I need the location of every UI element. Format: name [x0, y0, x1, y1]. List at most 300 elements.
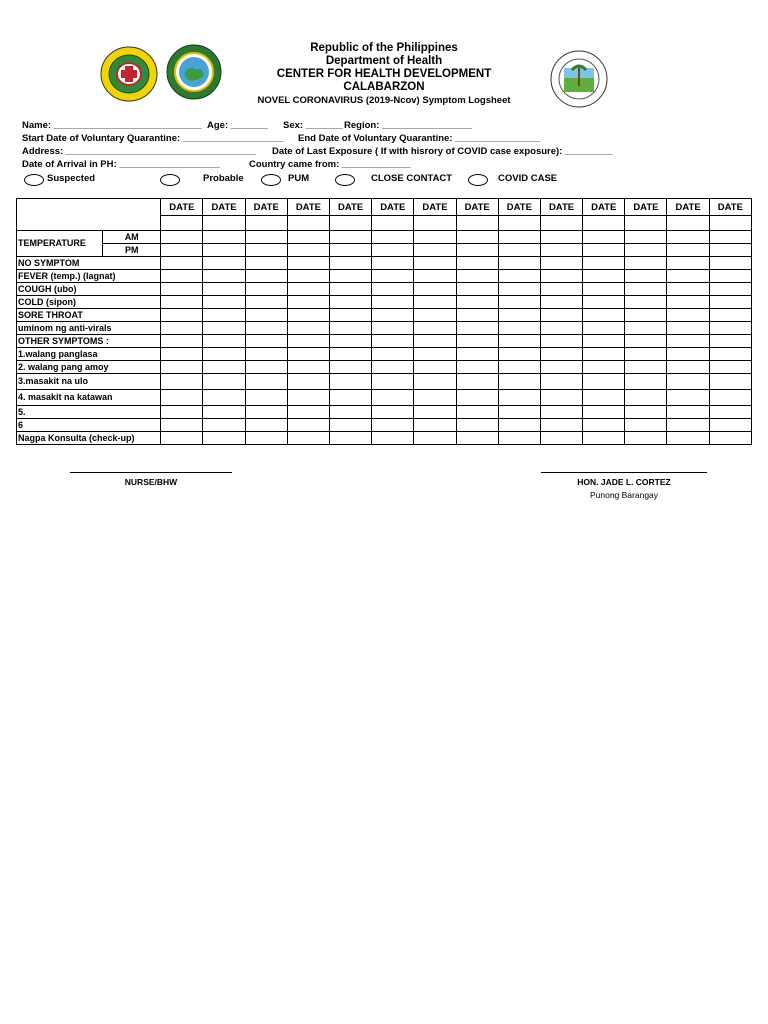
header-republic: Republic of the Philippines	[310, 42, 458, 54]
log-cell[interactable]	[161, 361, 203, 374]
log-cell[interactable]	[372, 270, 414, 283]
log-cell[interactable]	[372, 390, 414, 406]
log-cell[interactable]	[540, 406, 582, 419]
log-cell[interactable]	[287, 322, 329, 335]
log-cell[interactable]	[709, 283, 751, 296]
log-cell[interactable]	[203, 309, 245, 322]
log-cell[interactable]	[498, 406, 540, 419]
log-cell[interactable]	[667, 335, 709, 348]
log-cell[interactable]	[372, 296, 414, 309]
log-cell[interactable]	[287, 390, 329, 406]
probable-label: Probable	[203, 173, 244, 184]
log-cell[interactable]	[203, 283, 245, 296]
log-cell[interactable]	[287, 296, 329, 309]
log-cell[interactable]	[414, 390, 456, 406]
symptom-row-label: Nagpa Konsulta (check-up)	[17, 432, 161, 445]
log-cell[interactable]	[625, 309, 667, 322]
log-cell[interactable]	[583, 361, 625, 374]
log-cell[interactable]	[583, 231, 625, 244]
log-cell[interactable]	[414, 231, 456, 244]
log-cell[interactable]	[372, 322, 414, 335]
log-cell[interactable]	[583, 309, 625, 322]
log-cell[interactable]	[583, 406, 625, 419]
symptom-row-label: OTHER SYMPTOMS :	[17, 335, 161, 348]
log-cell[interactable]	[287, 348, 329, 361]
date-entry-cell[interactable]	[414, 216, 456, 231]
log-cell[interactable]	[161, 419, 203, 432]
log-cell[interactable]	[625, 374, 667, 390]
log-cell[interactable]	[372, 244, 414, 257]
log-cell[interactable]	[414, 296, 456, 309]
covid-case-checkbox[interactable]	[468, 174, 488, 186]
log-cell[interactable]	[667, 406, 709, 419]
log-cell[interactable]	[625, 361, 667, 374]
log-cell[interactable]	[203, 322, 245, 335]
log-cell[interactable]	[625, 244, 667, 257]
log-cell[interactable]	[709, 361, 751, 374]
table-row	[17, 374, 752, 390]
log-cell[interactable]	[203, 270, 245, 283]
table-row	[17, 257, 752, 270]
table-corner-cell	[17, 199, 161, 231]
barangay-captain-title: Punong Barangay	[589, 490, 659, 500]
log-cell[interactable]	[161, 390, 203, 406]
log-cell[interactable]	[329, 419, 371, 432]
log-cell[interactable]	[245, 335, 287, 348]
date-entry-cell[interactable]	[456, 216, 498, 231]
table-row	[17, 348, 752, 361]
log-cell[interactable]	[667, 390, 709, 406]
log-cell[interactable]	[245, 283, 287, 296]
log-cell[interactable]	[625, 270, 667, 283]
log-cell[interactable]	[414, 309, 456, 322]
start-date-field[interactable]: Start Date of Voluntary Quarantine: ___________________	[22, 133, 284, 144]
log-cell[interactable]	[709, 390, 751, 406]
log-cell[interactable]	[414, 335, 456, 348]
log-cell[interactable]	[161, 244, 203, 257]
covid-case-label: COVID CASE	[498, 173, 558, 184]
age-field[interactable]: Age: _______	[207, 120, 268, 131]
log-cell[interactable]	[161, 432, 203, 445]
log-cell[interactable]	[667, 231, 709, 244]
log-cell[interactable]	[329, 390, 371, 406]
log-cell[interactable]	[414, 244, 456, 257]
date-header-cell: DATE	[414, 199, 456, 216]
log-cell[interactable]	[667, 309, 709, 322]
nurse-role-label: NURSE/BHW	[124, 477, 178, 487]
log-cell[interactable]	[540, 296, 582, 309]
log-cell[interactable]	[456, 335, 498, 348]
log-cell[interactable]	[287, 257, 329, 270]
log-cell[interactable]	[709, 335, 751, 348]
log-cell[interactable]	[667, 270, 709, 283]
symptom-log-table	[16, 198, 752, 445]
log-cell[interactable]	[372, 361, 414, 374]
log-cell[interactable]	[540, 309, 582, 322]
last-exposure-field[interactable]: Date of Last Exposure ( If with hisrory of COVID case exposure): _________	[272, 146, 613, 157]
log-cell[interactable]	[498, 374, 540, 390]
table-row	[17, 309, 752, 322]
log-cell[interactable]	[709, 374, 751, 390]
log-cell[interactable]	[287, 374, 329, 390]
table-row	[17, 335, 752, 348]
log-cell[interactable]	[583, 390, 625, 406]
log-cell[interactable]	[498, 322, 540, 335]
log-cell[interactable]	[456, 406, 498, 419]
date-entry-cell[interactable]	[329, 216, 371, 231]
log-cell[interactable]	[456, 244, 498, 257]
log-cell[interactable]	[667, 244, 709, 257]
log-cell[interactable]	[498, 231, 540, 244]
log-cell[interactable]	[372, 419, 414, 432]
log-cell[interactable]	[245, 390, 287, 406]
log-cell[interactable]	[498, 270, 540, 283]
log-cell[interactable]	[667, 432, 709, 445]
date-header-cell: DATE	[667, 199, 709, 216]
log-cell[interactable]	[203, 406, 245, 419]
log-cell[interactable]	[161, 348, 203, 361]
log-cell[interactable]	[414, 432, 456, 445]
barangay-captain-name: HON. JADE L. CORTEZ	[577, 477, 671, 487]
log-cell[interactable]	[667, 322, 709, 335]
log-cell[interactable]	[287, 231, 329, 244]
symptom-row-label: FEVER (temp.) (lagnat)	[17, 270, 161, 283]
log-cell[interactable]	[709, 322, 751, 335]
symptom-row-label: 6	[17, 419, 161, 432]
log-cell[interactable]	[203, 335, 245, 348]
log-cell[interactable]	[287, 361, 329, 374]
log-cell[interactable]	[456, 231, 498, 244]
log-cell[interactable]	[245, 361, 287, 374]
log-cell[interactable]	[583, 374, 625, 390]
country-field[interactable]: Country came from: _____________	[249, 159, 411, 170]
log-cell[interactable]	[161, 374, 203, 390]
table-row	[17, 419, 752, 432]
log-cell[interactable]	[456, 322, 498, 335]
header-center: CENTER FOR HEALTH DEVELOPMENT	[276, 68, 492, 80]
log-cell[interactable]	[540, 283, 582, 296]
log-cell[interactable]	[456, 283, 498, 296]
log-cell[interactable]	[329, 335, 371, 348]
log-cell[interactable]	[709, 419, 751, 432]
log-cell[interactable]	[709, 296, 751, 309]
arrival-date-field[interactable]: Date of Arrival in PH: ___________________	[22, 159, 220, 170]
log-cell[interactable]	[161, 309, 203, 322]
log-cell[interactable]	[287, 283, 329, 296]
log-cell[interactable]	[540, 361, 582, 374]
log-cell[interactable]	[709, 270, 751, 283]
log-cell[interactable]	[667, 374, 709, 390]
log-cell[interactable]	[583, 419, 625, 432]
log-cell[interactable]	[245, 348, 287, 361]
log-cell[interactable]	[625, 348, 667, 361]
log-cell[interactable]	[203, 244, 245, 257]
log-cell[interactable]	[540, 374, 582, 390]
log-cell[interactable]	[245, 231, 287, 244]
date-entry-cell[interactable]	[498, 216, 540, 231]
log-cell[interactable]	[540, 432, 582, 445]
table-row	[17, 322, 752, 335]
address-field[interactable]: Address: ____________________________________	[22, 146, 257, 157]
log-cell[interactable]	[372, 374, 414, 390]
temperature-pm-row	[17, 244, 752, 257]
log-cell[interactable]	[414, 361, 456, 374]
symptom-row-label: 5.	[17, 406, 161, 419]
date-header-cell: DATE	[709, 199, 751, 216]
log-cell[interactable]	[329, 432, 371, 445]
log-cell[interactable]	[709, 257, 751, 270]
log-cell[interactable]	[245, 309, 287, 322]
log-cell[interactable]	[456, 432, 498, 445]
header-region: CALABARZON	[343, 81, 425, 93]
log-cell[interactable]	[625, 231, 667, 244]
log-cell[interactable]	[329, 322, 371, 335]
sex-field[interactable]: Sex: _______	[283, 120, 343, 131]
probable-checkbox[interactable]	[160, 174, 180, 186]
log-cell[interactable]	[667, 419, 709, 432]
log-cell[interactable]	[161, 322, 203, 335]
log-cell[interactable]	[329, 348, 371, 361]
log-cell[interactable]	[329, 231, 371, 244]
log-cell[interactable]	[161, 335, 203, 348]
log-cell[interactable]	[540, 257, 582, 270]
log-cell[interactable]	[245, 244, 287, 257]
log-cell[interactable]	[583, 257, 625, 270]
log-cell[interactable]	[372, 257, 414, 270]
date-header-cell: DATE	[329, 199, 371, 216]
pum-checkbox[interactable]	[261, 174, 281, 186]
log-cell[interactable]	[625, 406, 667, 419]
log-cell[interactable]	[625, 322, 667, 335]
log-cell[interactable]	[456, 390, 498, 406]
log-cell[interactable]	[583, 432, 625, 445]
suspected-checkbox[interactable]	[24, 174, 44, 186]
log-cell[interactable]	[540, 322, 582, 335]
log-cell[interactable]	[287, 419, 329, 432]
log-cell[interactable]	[245, 406, 287, 419]
log-cell[interactable]	[540, 419, 582, 432]
log-cell[interactable]	[625, 283, 667, 296]
log-cell[interactable]	[709, 348, 751, 361]
log-cell[interactable]	[372, 406, 414, 419]
log-cell[interactable]	[583, 244, 625, 257]
date-entry-cell[interactable]	[287, 216, 329, 231]
log-cell[interactable]	[414, 406, 456, 419]
log-cell[interactable]	[498, 244, 540, 257]
log-cell[interactable]	[709, 231, 751, 244]
log-cell[interactable]	[203, 348, 245, 361]
symptom-row-label: COUGH (ubo)	[17, 283, 161, 296]
log-cell[interactable]	[456, 270, 498, 283]
end-date-field[interactable]: End Date of Voluntary Quarantine: ________________	[298, 133, 540, 144]
log-cell[interactable]	[329, 406, 371, 419]
close-contact-checkbox[interactable]	[335, 174, 355, 186]
log-cell[interactable]	[667, 348, 709, 361]
log-cell[interactable]	[625, 257, 667, 270]
temperature-am-row	[17, 231, 752, 244]
log-cell[interactable]	[456, 419, 498, 432]
log-cell[interactable]	[414, 374, 456, 390]
log-cell[interactable]	[540, 270, 582, 283]
log-cell[interactable]	[203, 374, 245, 390]
log-cell[interactable]	[498, 390, 540, 406]
barangay-signature-line	[541, 472, 707, 473]
date-entry-cell[interactable]	[709, 216, 751, 231]
log-cell[interactable]	[245, 296, 287, 309]
log-cell[interactable]	[245, 257, 287, 270]
log-cell[interactable]	[245, 374, 287, 390]
log-cell[interactable]	[414, 283, 456, 296]
name-field[interactable]: Name: ____________________________	[22, 120, 202, 131]
log-cell[interactable]	[498, 348, 540, 361]
region-field[interactable]: Region: _________________	[344, 120, 472, 131]
log-cell[interactable]	[414, 348, 456, 361]
document-header	[0, 42, 768, 107]
log-cell[interactable]	[329, 374, 371, 390]
log-cell[interactable]	[498, 335, 540, 348]
log-cell[interactable]	[329, 361, 371, 374]
log-cell[interactable]	[456, 348, 498, 361]
log-cell[interactable]	[203, 231, 245, 244]
log-cell[interactable]	[498, 296, 540, 309]
date-header-cell: DATE	[287, 199, 329, 216]
date-entry-cell[interactable]	[583, 216, 625, 231]
symptom-row-label: 4. masakit na katawan	[17, 390, 161, 406]
log-cell[interactable]	[498, 432, 540, 445]
symptom-row-label: NO SYMPTOM	[17, 257, 161, 270]
log-cell[interactable]	[540, 335, 582, 348]
log-cell[interactable]	[414, 270, 456, 283]
log-cell[interactable]	[203, 432, 245, 445]
date-entry-cell[interactable]	[203, 216, 245, 231]
date-header-cell: DATE	[456, 199, 498, 216]
log-cell[interactable]	[414, 257, 456, 270]
log-cell[interactable]	[540, 231, 582, 244]
date-entry-cell[interactable]	[372, 216, 414, 231]
temperature-label: TEMPERATURE	[17, 231, 103, 257]
log-cell[interactable]	[583, 348, 625, 361]
log-cell[interactable]	[456, 296, 498, 309]
log-cell[interactable]	[414, 419, 456, 432]
log-cell[interactable]	[667, 283, 709, 296]
log-cell[interactable]	[709, 244, 751, 257]
date-entry-cell[interactable]	[245, 216, 287, 231]
log-cell[interactable]	[498, 309, 540, 322]
table-row	[17, 283, 752, 296]
log-cell[interactable]	[372, 335, 414, 348]
log-cell[interactable]	[709, 309, 751, 322]
log-cell[interactable]	[161, 231, 203, 244]
log-cell[interactable]	[329, 296, 371, 309]
log-cell[interactable]	[372, 432, 414, 445]
log-cell[interactable]	[245, 419, 287, 432]
log-cell[interactable]	[329, 257, 371, 270]
log-cell[interactable]	[540, 348, 582, 361]
log-cell[interactable]	[287, 406, 329, 419]
log-cell[interactable]	[203, 296, 245, 309]
date-header-cell: DATE	[625, 199, 667, 216]
date-entry-cell[interactable]	[625, 216, 667, 231]
date-entry-cell[interactable]	[667, 216, 709, 231]
log-cell[interactable]	[709, 406, 751, 419]
log-cell[interactable]	[372, 348, 414, 361]
log-cell[interactable]	[625, 419, 667, 432]
log-cell[interactable]	[498, 419, 540, 432]
log-cell[interactable]	[625, 296, 667, 309]
log-cell[interactable]	[161, 257, 203, 270]
temperature-pm-label: PM	[103, 244, 161, 257]
log-cell[interactable]	[287, 335, 329, 348]
close-contact-label: CLOSE CONTACT	[371, 173, 453, 184]
date-header-cell: DATE	[372, 199, 414, 216]
log-cell[interactable]	[329, 244, 371, 257]
log-cell[interactable]	[498, 257, 540, 270]
log-cell[interactable]	[161, 283, 203, 296]
log-cell[interactable]	[245, 432, 287, 445]
log-cell[interactable]	[203, 257, 245, 270]
log-cell[interactable]	[245, 270, 287, 283]
date-entry-cell[interactable]	[540, 216, 582, 231]
log-cell[interactable]	[498, 361, 540, 374]
log-cell[interactable]	[583, 322, 625, 335]
log-cell[interactable]	[540, 390, 582, 406]
log-cell[interactable]	[583, 270, 625, 283]
log-cell[interactable]	[625, 432, 667, 445]
log-cell[interactable]	[667, 296, 709, 309]
log-cell[interactable]	[583, 335, 625, 348]
log-cell[interactable]	[245, 322, 287, 335]
log-cell[interactable]	[372, 283, 414, 296]
temperature-am-label: AM	[103, 231, 161, 244]
log-cell[interactable]	[667, 361, 709, 374]
log-cell[interactable]	[203, 390, 245, 406]
log-cell[interactable]	[456, 257, 498, 270]
table-row	[17, 406, 752, 419]
log-cell[interactable]	[329, 283, 371, 296]
log-cell[interactable]	[540, 244, 582, 257]
date-header-cell: DATE	[583, 199, 625, 216]
log-cell[interactable]	[372, 309, 414, 322]
log-cell[interactable]	[456, 309, 498, 322]
log-cell[interactable]	[414, 322, 456, 335]
log-cell[interactable]	[583, 296, 625, 309]
log-cell[interactable]	[203, 361, 245, 374]
table-row	[17, 296, 752, 309]
date-entry-cell[interactable]	[161, 216, 203, 231]
log-cell[interactable]	[625, 390, 667, 406]
log-cell[interactable]	[667, 257, 709, 270]
log-cell[interactable]	[203, 419, 245, 432]
log-cell[interactable]	[329, 309, 371, 322]
log-cell[interactable]	[456, 361, 498, 374]
log-cell[interactable]	[161, 270, 203, 283]
log-cell[interactable]	[329, 270, 371, 283]
log-cell[interactable]	[287, 244, 329, 257]
log-cell[interactable]	[161, 296, 203, 309]
log-cell[interactable]	[372, 231, 414, 244]
symptom-row-label: COLD (sipon)	[17, 296, 161, 309]
log-cell[interactable]	[456, 374, 498, 390]
log-cell[interactable]	[161, 406, 203, 419]
log-cell[interactable]	[287, 270, 329, 283]
log-cell[interactable]	[625, 335, 667, 348]
log-cell[interactable]	[709, 432, 751, 445]
log-cell[interactable]	[287, 309, 329, 322]
log-cell[interactable]	[583, 283, 625, 296]
log-cell[interactable]	[287, 432, 329, 445]
pum-label: PUM	[288, 173, 310, 184]
log-cell[interactable]	[498, 283, 540, 296]
